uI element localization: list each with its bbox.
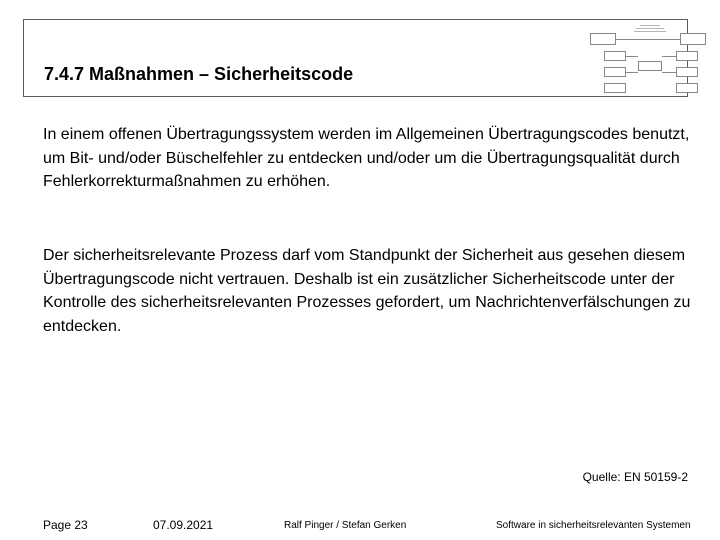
paragraph-1: In einem offenen Übertragungssystem werden im Allgemeinen Übertragungscodes benutzt, um Bit- und/oder Büschelfehler zu entdecken und/oder um die Übertragungsqualität durch Fehlerkorrekturmaßnahmen zu erhöhen.	[43, 126, 690, 190]
paragraph-2: Der sicherheitsrelevante Prozess darf vom Standpunkt der Sicherheit aus gesehen diesem Übertragungscode nicht vertrauen. Deshalb ist ein zusätzlicher Sicherheitscode unter der Kontrolle des sicherheitsrelevanten Prozesses gefordert, um Nachrichtenverfälschungen zu entdecken.	[43, 247, 691, 335]
page-number: Page 23	[43, 518, 88, 532]
footer-date: 07.09.2021	[153, 518, 214, 532]
title-box	[23, 19, 688, 97]
footer-course-title: Software in sicherheitsrelevanten Systemen	[496, 520, 691, 531]
process-diagram-thumbnail	[584, 23, 714, 95]
footer-authors: Ralf Pinger / Stefan Gerken	[284, 520, 407, 531]
slide-title: 7.4.7 Maßnahmen – Sicherheitscode	[44, 64, 354, 84]
source-citation: Quelle: EN 50159-2	[582, 470, 688, 484]
